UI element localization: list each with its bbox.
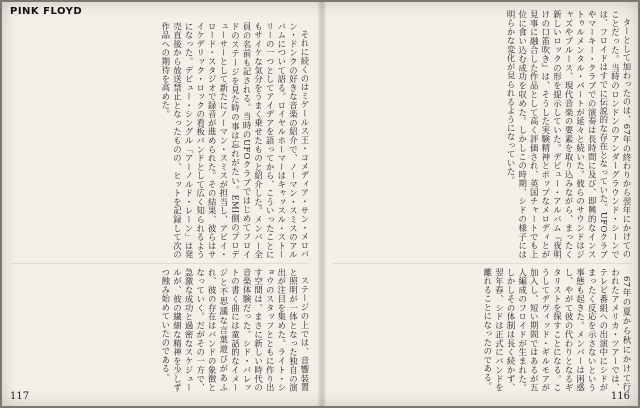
left-page-tier-gap: [10, 263, 310, 264]
right-page-lower-text: [332, 268, 632, 392]
right-page-upper-paragraph: ターとして加わったのは、67年の終わりから翌年にかけてのことだった。当時のロンドンのアンダーグラウンド・シーンでは、フロイドはすでに伝説的な存在となっていた。UFOクラブやマーキー・クラブでの演奏は長時間に及び、即興的なインストゥルメンタル・パートが延々と続いた。彼らのサウンドはジャズやブルース、現代音楽の要素を取り込みながら、まったく新しいロックの形を提示していた。デビュー・アルバム『夜明けの口笛吹き』は、そうした実験精神とポップなメロディとが見事に融合した作品として高く評価され、英国チャートでも上位に食い込む成功を収めた。しかしこの時期、シドの様子には明らかな変化が見られるようになっていた。: [506, 10, 632, 259]
right-page: [326, 2, 638, 406]
right-page-upper-text: [332, 10, 632, 259]
right-page-tier-gap: [332, 263, 632, 264]
folio-right: 116: [610, 391, 630, 402]
left-page-lower-paragraph: ステージの上では、音響装置と照明が一体となった独自の演出が注目を集めた。ライト・ショウのスタッフとともに作り出す空間は、まさに新しい時代の音楽体験だった。シド・バレットの書く曲には童話的なイメージと不思議な言葉遊びがあふれ、彼の存在はバンドの象徴となっていく。だがその一方で、急激な成功と過密なスケジュールが、彼の繊細な精神を少しずつ蝕み始めていたのである。: [160, 268, 310, 392]
left-page-upper-paragraph: それに続くのはミゲールス王・コメディア・サン・メロバン・ドンクの好きな音楽の紹介で、ノーマン・スミスのアルバムについて語る。ロイヤルホーマーはキャッスル・ストーリーの一つとしてアイデアを語ってから、こういったことにもサイケな気分をうまく乗せたものと紹介した。メンバー全員の名前も記される。当時のUFOクラブではじめてフロイドのステージを見た時の事は忘れがたい。EMI側のプロデューサーとして新たにノーマン・スミスが担当し、アビイ・ロード・スタジオで録音が進められた。その結果、彼らはサイケデリック・ロックの看板バンドとして広く知られるようになった。デビュー・シングル「アーノルド・レーン」は発売直後から放送禁止となったものの、ヒットを記録して次の作品への期待を高めた。: [160, 22, 310, 259]
book-spread: [2, 2, 638, 406]
running-head: PINK FLOYD: [10, 6, 83, 17]
left-page-upper-text: [10, 22, 310, 259]
left-page: [2, 2, 318, 406]
left-page-lower-text: [10, 268, 310, 392]
folio-left: 117: [10, 391, 30, 402]
right-page-lower-paragraph: 67年の夏から秋にかけて行われたアメリカ・ツアーでは、テレビ番組への出演中にシドがまったく反応を示さないという事態も起きた。メンバーは困惑し、やがて彼の代わりとなるギタリストを探すことになる。こうしてデヴィッド・ギルモアが加入し、短い期間ではあるが五人編成のフロイドが生まれた。しかしその体制は長く続かず、翌年春、シドは正式にバンドを離れることになったのである。: [482, 268, 632, 392]
